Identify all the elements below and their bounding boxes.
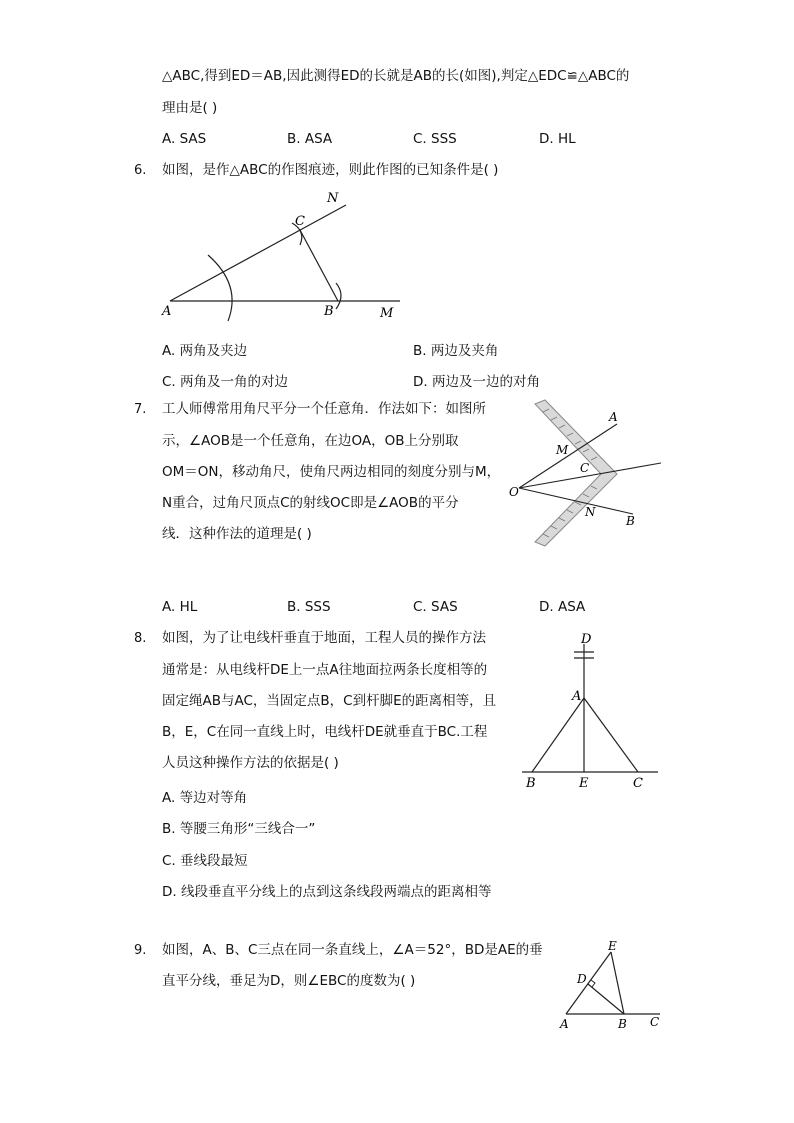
q6-option-d: D. 两边及一边的对角 — [413, 374, 540, 390]
q6-figure — [150, 185, 410, 325]
q9-figure — [556, 938, 666, 1034]
q8-option-b: B. 等腰三角形“三线合一” — [162, 821, 316, 837]
q5-option-c: C. SSS — [413, 131, 457, 147]
q8-label-c: C — [633, 776, 643, 791]
q5-stem-line2: 理由是( ) — [162, 100, 218, 116]
q7-ray-oc — [519, 463, 661, 488]
q7-stem-line5: 线．这种作法的道理是( ) — [162, 526, 312, 542]
q8-option-c: C. 垂线段最短 — [162, 853, 248, 869]
q7-stem-line4: N重合，过角尺顶点C的射线OC即是∠AOB的平分 — [162, 495, 459, 511]
q8-rope-ab — [532, 698, 584, 772]
q6-option-b: B. 两边及夹角 — [413, 343, 499, 359]
q8-label-a: A — [572, 689, 582, 704]
q9-right-angle-mark — [591, 980, 595, 987]
q9-label-d: D — [577, 972, 587, 986]
q9-label-c: C — [650, 1015, 660, 1029]
q6-stem: 如图，是作△ABC的作图痕迹，则此作图的已知条件是( ) — [162, 162, 499, 178]
q7-label-o: O — [509, 485, 519, 499]
q8-rope-ac — [584, 698, 638, 772]
q9-label-e: E — [608, 939, 617, 953]
q9-label-b: B — [618, 1017, 627, 1031]
q7-label-b: B — [626, 514, 635, 528]
q7-label-a: A — [609, 410, 618, 424]
q9-label-a: A — [560, 1017, 569, 1031]
q6-arc-b — [336, 283, 341, 309]
q8-figure — [518, 628, 664, 793]
q7-option-a: A. HL — [162, 599, 198, 615]
q8-option-d: D. 线段垂直平分线上的点到这条线段两端点的距离相等 — [162, 884, 492, 900]
q6-label-c: C — [295, 214, 305, 229]
q6-option-c: C. 两角及一角的对边 — [162, 374, 289, 390]
q9-line-ae — [566, 952, 611, 1014]
q7-stem-line1: 工人师傅常用角尺平分一个任意角．作法如下：如图所 — [162, 401, 486, 417]
q6-label-m: M — [380, 306, 394, 321]
q8-stem-line5: 人员这种操作方法的依据是( ) — [162, 755, 339, 771]
q6-line-an — [170, 205, 346, 301]
q7-label-m: M — [556, 443, 569, 457]
q7-stem-line2: 示，∠AOB是一个任意角，在边OA，OB上分别取 — [162, 433, 459, 449]
q6-label-b: B — [324, 304, 334, 319]
q8-label-b: B — [526, 776, 536, 791]
q5-stem-line1: △ABC,得到ED＝AB,因此测得ED的长就是AB的长(如图),判定△EDC≌△ABC的 — [162, 68, 630, 84]
q8-stem-line3: 固定绳AB与AC，当固定点B，C到杆脚E的距离相等，且 — [162, 693, 497, 709]
q6-label-n: N — [327, 191, 339, 206]
q8-stem-line2: 通常是：从电线杆DE上一点A往地面拉两条长度相等的 — [162, 662, 488, 678]
q8-number: 8. — [134, 631, 147, 646]
q5-option-a: A. SAS — [162, 131, 207, 147]
q6-arc-a — [208, 255, 232, 321]
q7-figure — [505, 398, 665, 548]
q7-option-c: C. SAS — [413, 599, 458, 615]
q8-label-e: E — [579, 776, 589, 791]
q6-option-a: A. 两角及夹边 — [162, 343, 248, 359]
q6-line-cb — [300, 230, 338, 301]
q5-option-b: B. ASA — [287, 131, 333, 147]
q9-number: 9. — [134, 943, 147, 958]
q6-label-a: A — [162, 304, 172, 319]
q8-stem-line1: 如图，为了让电线杆垂直于地面，工程人员的操作方法 — [162, 630, 486, 646]
q7-number: 7. — [134, 402, 147, 417]
q5-option-d: D. HL — [539, 131, 576, 147]
q8-stem-line4: B，E，C在同一直线上时，电线杆DE就垂直于BC.工程 — [162, 724, 488, 740]
q7-label-n: N — [585, 505, 596, 519]
q8-option-a: A. 等边对等角 — [162, 790, 248, 806]
q8-label-d: D — [581, 632, 592, 647]
q7-option-b: B. SSS — [287, 599, 331, 615]
q6-number: 6. — [134, 163, 147, 178]
q9-stem-line1: 如图，A、B、C三点在同一条直线上，∠A＝52°，BD是AE的垂 — [162, 942, 543, 958]
q7-label-c: C — [580, 461, 590, 475]
q9-stem-line2: 直平分线，垂足为D，则∠EBC的度数为( ) — [162, 973, 416, 989]
q7-option-d: D. ASA — [539, 599, 586, 615]
q7-stem-line3: OM＝ON，移动角尺，使角尺两边相同的刻度分别与M， — [162, 464, 501, 480]
